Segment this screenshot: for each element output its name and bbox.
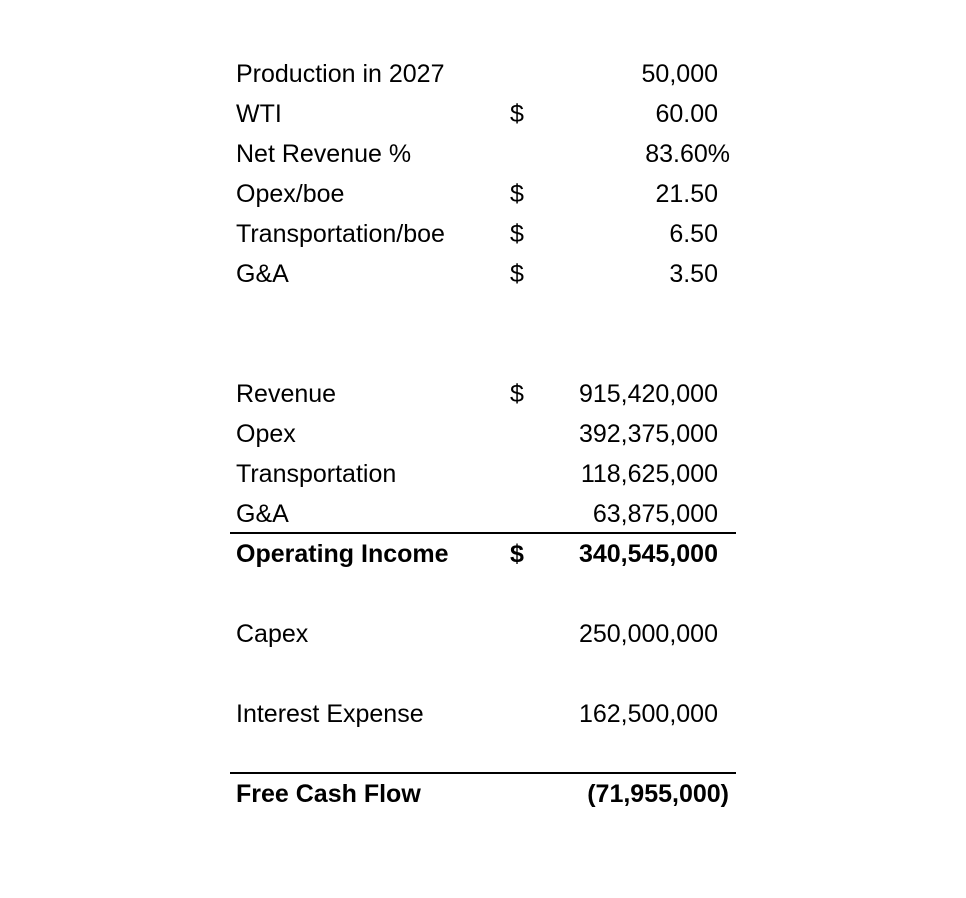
transportation-value: 118,625,000: [580, 460, 718, 488]
capex-value: 250,000,000: [578, 620, 718, 648]
ga-label: G&A: [236, 500, 289, 528]
wti-currency: $: [510, 100, 524, 128]
row-capex: [0, 614, 966, 654]
ga-per-boe-label: G&A: [236, 260, 289, 288]
row-net-revenue-pct: [0, 134, 966, 174]
production-label: Production in 2027: [236, 60, 445, 88]
row-ga-per-boe: [0, 254, 966, 294]
row-transportation-per-boe: [0, 214, 966, 254]
operating-income-label: Operating Income: [236, 540, 449, 568]
row-transportation: [0, 454, 966, 494]
opex-label: Opex: [236, 420, 296, 448]
transportation-label: Transportation: [236, 460, 397, 488]
free-cash-flow-value: (71,955,000): [587, 780, 729, 808]
opex-per-boe-value: 21.50: [655, 180, 718, 208]
interest-expense-label: Interest Expense: [236, 700, 424, 728]
production-value: 50,000: [641, 60, 718, 88]
operating-income-value: 340,545,000: [578, 540, 718, 568]
opex-value: 392,375,000: [578, 420, 718, 448]
ga-per-boe-currency: $: [510, 260, 524, 288]
row-opex-per-boe: [0, 174, 966, 214]
opex-per-boe-label: Opex/boe: [236, 180, 345, 208]
row-opex: [0, 414, 966, 454]
row-revenue: [0, 374, 966, 414]
row-interest-expense: [0, 694, 966, 734]
row-operating-income: [0, 534, 966, 574]
transportation-per-boe-value: 6.50: [669, 220, 718, 248]
revenue-label: Revenue: [236, 380, 337, 408]
transportation-per-boe-label: Transportation/boe: [236, 220, 445, 248]
row-ga: [0, 494, 966, 534]
operating-income-currency: $: [510, 540, 524, 568]
net-revenue-pct-label: Net Revenue %: [236, 140, 412, 168]
ga-per-boe-value: 3.50: [669, 260, 718, 288]
interest-expense-value: 162,500,000: [578, 700, 718, 728]
ga-value: 63,875,000: [592, 500, 718, 528]
capex-label: Capex: [236, 620, 309, 648]
revenue-value: 915,420,000: [578, 380, 718, 408]
opex-per-boe-currency: $: [510, 180, 524, 208]
wti-label: WTI: [236, 100, 282, 128]
net-revenue-pct-value: 83.60%: [645, 140, 730, 168]
row-free-cash-flow: [0, 774, 966, 814]
revenue-currency: $: [510, 380, 524, 408]
free-cash-flow-label: Free Cash Flow: [236, 780, 421, 808]
wti-value: 60.00: [655, 100, 718, 128]
row-production: [0, 54, 966, 94]
row-wti: [0, 94, 966, 134]
transportation-per-boe-currency: $: [510, 220, 524, 248]
